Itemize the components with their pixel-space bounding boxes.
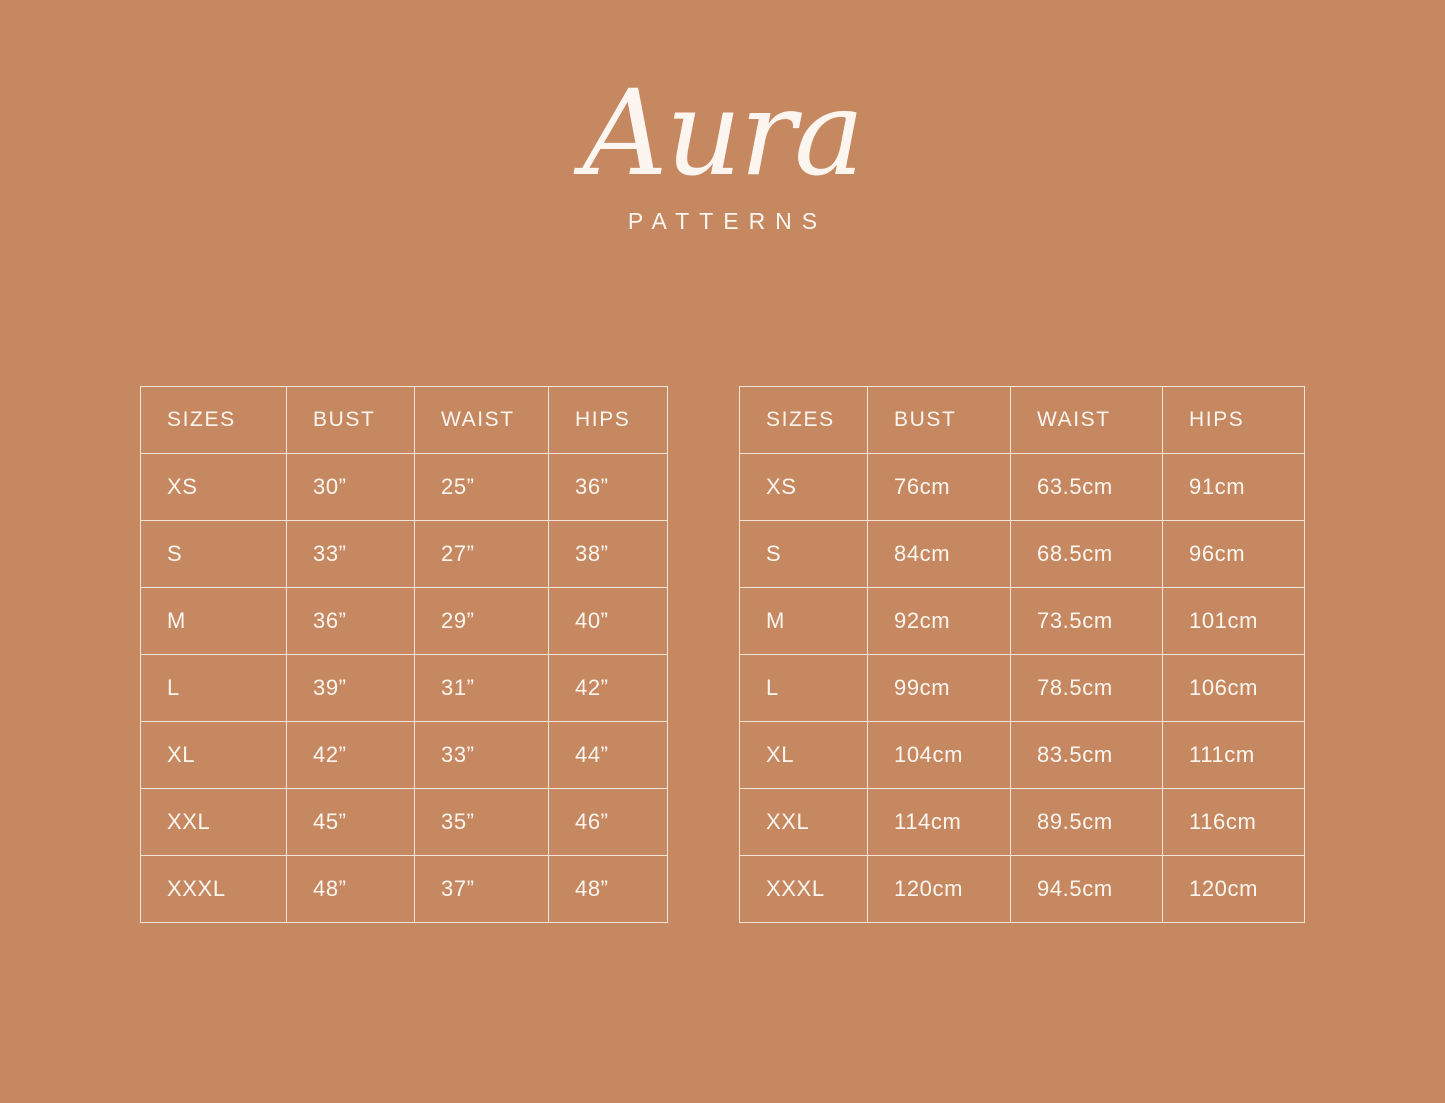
brand-subtitle: PATTERNS (627, 207, 828, 234)
table-row (141, 856, 668, 923)
cell-hips: 36” (549, 454, 668, 521)
cell-waist: 37” (415, 856, 549, 923)
column-header-sizes: SIZES (141, 387, 287, 454)
cell-size: XXL (740, 789, 868, 856)
table-row (740, 789, 1305, 856)
cell-waist: 33” (415, 722, 549, 789)
cell-bust: 99cm (868, 655, 1011, 722)
table-row (141, 722, 668, 789)
cell-hips: 96cm (1163, 521, 1305, 588)
cell-waist: 89.5cm (1011, 789, 1163, 856)
cell-hips: 91cm (1163, 454, 1305, 521)
cell-hips: 42” (549, 655, 668, 722)
cell-bust: 114cm (868, 789, 1011, 856)
table-row (740, 722, 1305, 789)
column-header-waist: WAIST (415, 387, 549, 454)
column-header-hips: HIPS (549, 387, 668, 454)
table-row (141, 789, 668, 856)
cell-hips: 48” (549, 856, 668, 923)
cell-bust: 33” (287, 521, 415, 588)
cell-waist: 25” (415, 454, 549, 521)
cell-waist: 68.5cm (1011, 521, 1163, 588)
cell-bust: 92cm (868, 588, 1011, 655)
column-header-hips: HIPS (1163, 387, 1305, 454)
cell-size: XS (141, 454, 287, 521)
cell-hips: 44” (549, 722, 668, 789)
brand-logo (0, 64, 1445, 235)
cell-bust: 76cm (868, 454, 1011, 521)
table-row (141, 521, 668, 588)
cell-bust: 42” (287, 722, 415, 789)
table-row (740, 655, 1305, 722)
cell-size: XS (740, 454, 868, 521)
size-tables-container (140, 386, 1305, 923)
cell-size: XXL (141, 789, 287, 856)
cell-hips: 106cm (1163, 655, 1305, 722)
cell-size: S (740, 521, 868, 588)
cell-hips: 111cm (1163, 722, 1305, 789)
cell-bust: 48” (287, 856, 415, 923)
cell-bust: 120cm (868, 856, 1011, 923)
cell-size: XXXL (740, 856, 868, 923)
cell-bust: 84cm (868, 521, 1011, 588)
cell-size: XL (141, 722, 287, 789)
table-row (141, 655, 668, 722)
table-row (740, 856, 1305, 923)
table-row (740, 521, 1305, 588)
table-row (141, 588, 668, 655)
cell-size: XXXL (141, 856, 287, 923)
cell-size: XL (740, 722, 868, 789)
cell-waist: 27” (415, 521, 549, 588)
cell-size: L (141, 655, 287, 722)
cell-bust: 39” (287, 655, 415, 722)
cell-hips: 40” (549, 588, 668, 655)
cell-waist: 29” (415, 588, 549, 655)
cell-waist: 63.5cm (1011, 454, 1163, 521)
column-header-bust: BUST (868, 387, 1011, 454)
cell-size: L (740, 655, 868, 722)
brand-name: Aura (582, 64, 863, 202)
size-table-metric (739, 386, 1305, 923)
cell-waist: 73.5cm (1011, 588, 1163, 655)
table-header-row (740, 387, 1305, 454)
cell-hips: 120cm (1163, 856, 1305, 923)
cell-size: M (740, 588, 868, 655)
cell-size: S (141, 521, 287, 588)
size-table-imperial (140, 386, 668, 923)
cell-size: M (141, 588, 287, 655)
column-header-sizes: SIZES (740, 387, 868, 454)
cell-waist: 31” (415, 655, 549, 722)
cell-hips: 46” (549, 789, 668, 856)
table-header-row (141, 387, 668, 454)
cell-bust: 104cm (868, 722, 1011, 789)
cell-hips: 38” (549, 521, 668, 588)
column-header-waist: WAIST (1011, 387, 1163, 454)
table-row (740, 454, 1305, 521)
cell-bust: 30” (287, 454, 415, 521)
cell-waist: 35” (415, 789, 549, 856)
cell-hips: 101cm (1163, 588, 1305, 655)
cell-waist: 94.5cm (1011, 856, 1163, 923)
cell-waist: 83.5cm (1011, 722, 1163, 789)
table-row (740, 588, 1305, 655)
table-row (141, 454, 668, 521)
cell-bust: 45” (287, 789, 415, 856)
cell-waist: 78.5cm (1011, 655, 1163, 722)
cell-hips: 116cm (1163, 789, 1305, 856)
cell-bust: 36” (287, 588, 415, 655)
column-header-bust: BUST (287, 387, 415, 454)
